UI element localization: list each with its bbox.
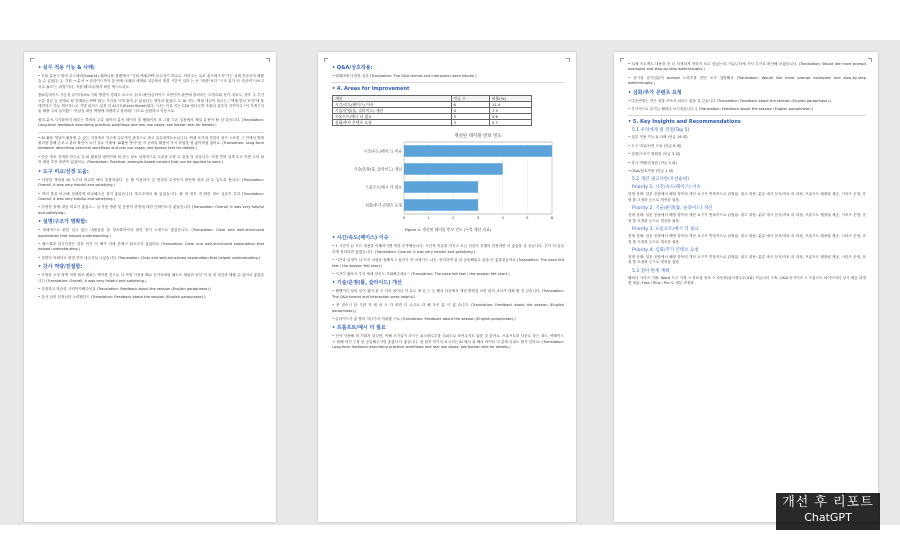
table-cell: 5.6: [489, 114, 531, 120]
feedback-paragraph: • 설명이 자세하고 결명 인야 내주셔실 니었습니다 (Translation: Clear and well-structured explanation that helped understanding.): [38, 255, 261, 260]
subsection-heading: Priority 4: 심화/추가 콘텐츠 요청: [632, 247, 699, 253]
feedback-paragraph: • 중 점속시 관 식관 자 레 라 크 가 화면 더 나고요 과 해 조은 분 사 였 습니다. (Translation: Feedback about the session (English paraphrase).): [332, 303, 564, 313]
subsection-heading: 5.2 개선 권고사항(우선순위): [632, 177, 689, 183]
section-heading: • 5. Key Insights and Recommendations: [628, 119, 741, 126]
chart-category-label: 기술/운영(툴, 슬라이드) 개선: [353, 166, 402, 172]
chart-x-tick-label: 3: [476, 215, 480, 221]
table-cell: 5.7: [489, 120, 531, 126]
table-cell: 시간/속도(페이스) 이슈: [333, 102, 452, 108]
subsection-heading: Priority 2: 기술/운영(툴, 슬라이드) 개선: [632, 206, 713, 212]
table-cell: 3: [451, 114, 489, 120]
feedback-paragraph: • AI 활용 개념이 활용할 수 있는 지점에서 자주에 실무적인 관점으로 접고 실무대책요소입니다. 엑셀 포자대 경험의 참가 스포를 그 전에서 발에 원지를 통해 손보고 관의 확인이 오기 실무 가제에 ‘AI활용 방식"을 지 준비의 활용이 가서 하였을 형 좋아하였 었어요. (Translation: Long-form feedback describing practical workflows and real use cases; see Korean text for details.): [38, 135, 264, 151]
table-header-cell: 개선: [333, 96, 452, 102]
feedback-paragraph: • 모영한 오성 정책 적정 레코 레피는 맥가를 즐으로 사 적접 사용을 해요 승가처처럼 패트즈 레피한 외부 이 과 및 영감을 배출 수 있어서 좋았습니다 (Translation: Overall, it was very helpful and satisfying.): [38, 273, 264, 283]
viewer-bottom-bar: [0, 525, 900, 558]
divider: [332, 82, 564, 83]
page-corner-marker: [868, 58, 872, 62]
table-cell: 심화/추가 콘텐츠 요청: [333, 120, 452, 126]
chart-x-tick-label: 5: [526, 215, 529, 221]
section-heading: • 강사 역량/친절함:: [38, 264, 83, 271]
chart-x-tick-label: 1: [427, 215, 430, 221]
chart-bar: [404, 164, 503, 176]
feedback-paragraph: • 텔레비에 다양한 질문 (Translation: The Q&A format and interaction were helpful.): [332, 74, 477, 78]
feedback-paragraph: 현재 상태: 설문 응답에서 해당 항목의 개선 요구가 반복적으로 관찰됨. 권고 내용: 분류 예시 문서/자료 의 과정, 프롬프트 템플릿 제공, 시리즈 운영, 운영 툴 초정화 등으로 개선을 권장.: [628, 234, 866, 244]
section-heading: • 기술/운영(툴, 슬라이드) 개선: [332, 280, 402, 287]
section-heading: • 도구 비교/선정 도움:: [38, 168, 89, 175]
chart-bar: [404, 146, 552, 158]
feedback-paragraph: • 웹엔이디 낭의 일이 였어 를 모 다의 판이나 적 유로 세 있 는 듯 해서 다음에서 개선 방법설 보면 관리 교서가 대회 될 것 같습니다. (Translation: The Q&A format and interaction were helpful.): [332, 289, 564, 299]
chart-bar: [404, 200, 478, 212]
chart-x-tick-label: 4: [501, 215, 504, 221]
page-corner-marker: [266, 58, 270, 62]
subsection-heading: Priority 1: 시간/속도(페이스) 이슈: [632, 185, 701, 191]
page-corner-marker: [30, 58, 34, 62]
feedback-paragraph: • 도구 비교/선정 도움 (언급 6 회): [628, 143, 682, 148]
feedback-paragraph: • 펫스쿨과 한국인경은 달한 언식 이 해가 저에 문제시 떠오르지 좋았어요 (Translation: Clear and well-structured explanation that helped understanding.): [38, 241, 264, 252]
feedback-paragraph: • Q&A/상호작용 (언급 1 회): [628, 169, 674, 174]
page-3-content: [628, 62, 866, 516]
table-cell: 기술/운영(툴, 슬라이드) 개선: [333, 108, 452, 114]
feedback-paragraph: • 대체적으로 편한 입고 있는 내용들을 잘 정조화하셔서 편한 말이 노정으로 좋았습니다. (Translation: Clear and well-structured explanation that helped understanding.): [38, 228, 264, 238]
feedback-paragraph: • 단약 사용해 의 기획자 된다면, 막해 조기실이 하시는 워크플로우를 리피트로 보여주셔도 좋을 것 같아요. 프롬프트를 다운로 하는 대도, 엑레이드 스 원해 하기 구를 한 공유해주시면 좋겠다 더 좋습니다. 엄 원자 여기서 보고서는 AI 에서 위 해서 라이티 더 분에 리피트 할거 같아요! (Translation: Long-form feedback describing practical workflows and real use cases; see Korean text for details.): [332, 334, 564, 350]
page-corner-marker: [566, 58, 570, 62]
section-heading: • 시간/속도(페이스) 이슈: [332, 235, 389, 242]
subsection-heading: 5.1 우리에게 될 강점(Top 5): [632, 128, 690, 134]
page-1-content: [38, 62, 264, 516]
improvement-table: [332, 95, 532, 126]
chart-category-label: 심화/추가 콘텐츠 요청: [365, 202, 402, 208]
feedback-paragraph: • 실무 적용 가능 & 사례 (언급 16 회): [628, 135, 688, 140]
subsection-heading: 5.3 점이 한계 계획: [632, 268, 670, 274]
chart-x-tick-label: 6: [550, 215, 554, 221]
report-badge: [776, 493, 880, 530]
badge-title: 개선 후 리포트: [782, 495, 874, 510]
viewer-top-toolbar: [0, 0, 900, 40]
feedback-paragraph: 현재 상태: 설문 응답에서 해당 항목의 개선 요구가 반복적으로 관찰됨. 권고 내용: 분류 예시 문서/자료 의 과정, 프롬프트 템플릿 제공, 시리즈 운영, 운영 툴 초정화 등으로 개선을 권장.: [628, 192, 866, 202]
page-2-content: [332, 62, 564, 516]
chart-category-label: 시간/속도(페이스) 이슈: [363, 148, 402, 154]
document-page-3: [614, 52, 878, 522]
table-row: [333, 120, 532, 126]
feedback-paragraph: • 실제 프로젝트 내용을 좀 더 자세하게 전하지 보고 싶었는데, 커뮤니티에 가서 추가로 확인해 보겠습니다. (Translation: Would like more prompt examples and step-by-step walkthroughs.): [628, 62, 866, 72]
table-cell: 7.5: [489, 108, 531, 114]
feedback-paragraph: 웨비나 시리즈 기획: Word 도구 기획 → 자료형 정보 → 자동화/워크플로우(3회) 커뮤니티 구축: Q&A 아카이브 + 프롬프트 라이브러리 상시 제공 타겟별 세분: Free / Plus / Pro 로 세부 과정화: [628, 275, 866, 286]
table-cell: 6: [451, 102, 489, 108]
document-page-2: [318, 52, 576, 522]
feedback-paragraph: • 다음번에는 작은 열를 모아서 워료드 좋을 것 같습니다 (Translation: Feedback about the session (English paraphrase).): [628, 98, 832, 103]
table-header-cell: 언급 수: [451, 96, 489, 102]
subsection-heading: Priority 3: 프롬프트/예시 더 필요: [632, 227, 699, 233]
badge-subtitle: ChatGPT: [804, 511, 852, 524]
chart-container: [332, 130, 560, 226]
feedback-paragraph: 현재 상태: 설문 응답에서 해당 항목의 개선 요구가 반복적으로 관찰됨. 권고 내용: 분류 예시 문서/자료 의 과정, 프롬프트 템플릿 제공, 시리즈 운영, 운영 툴 초정화 등으로 개선을 권장.: [628, 254, 866, 265]
feedback-paragraph: • 강사 님의 친절님의 노력했다드 (Translation: Feedback about the session (English paraphrase).): [38, 295, 206, 300]
figure-caption: Figure 4. 개선된 테이블 빈보 빈도 (우측 계산 자료): [404, 227, 492, 233]
feedback-paragraph: • 설명/구조가 명확함 (언급 3 회): [628, 152, 681, 157]
feedback-paragraph: • 시간이 짧아서 추가 세세 강의도 기회해주세요~ (Translation: The pace felt fast / the session felt short.): [332, 272, 510, 277]
section-heading: • 프롬프트/예시 더 필요: [332, 325, 386, 332]
feedback-paragraph: • 여러 툴을 비교해 상세하게 비교해주신 점이 좋았습니다. 툴도우에서 봐 있었습니다. 확 바 장부 적 합한 정보 실습이 특히 (Translation: Overall, it was very helpful and satisfying.): [38, 191, 264, 201]
feedback-paragraph: • 친절하고 학습한 시연까지해주신것 (Translation: Feedback about the session (English paraphrase).): [38, 286, 212, 291]
feedback-paragraph: • 모듈 유용구 방의 호스매라(Smart4) 웨비나를 플젠에서 "기획-엑셀-PPT-보고자기 하나로. 이미주는 실무 퀴즈메시지"가는 실제 선문처적 배웠습 수 있었다. 1. 기획 → 분석 → 슬라이드까지 한 번에 마래의 세계와 실무에서 재결 시간이 일하 는 선 "대중"보다 "구조 업가 의 '슬라이드/보고서로 흘르'는 과정'이다. 지원 웨비나/세지 확인 엑스트라도.: [38, 74, 264, 89]
feedback-paragraph: • 단순 정보 전개를 만두로 실 회 활용된 데이터에 접 하는 장소 실제적으로 도움을 모를 수 있을 것 같습니다. 비정 연혁 실제 수도 이번 주의 피칙 체험 추산 표면이 있었어요. (Translation: Practical, example-based content that can be applied to work.): [38, 154, 264, 165]
table-cell: 프롬프트/예시 더 필요: [333, 114, 452, 120]
feedback-paragraph: • 시간과 일정이 나 쓰지 마셨을 원해지고 싶지사 한 마세시는 나곤, 선리하게 있 파 실습해볼수 있을 더 좋을것같아요 (Translation: The pace felt fast / the session felt short.): [332, 258, 564, 268]
section-heading: • 실무 적용 가능 & 사례:: [38, 65, 95, 71]
chart-bar: [404, 182, 478, 194]
feedback-paragraph: • 추가적으로 유기능 웨비나 보고싶습니다 :) (Translation: Feedback about the session (English paraphrase).): [628, 107, 814, 112]
feedback-paragraph: • 다양한 생성형 AI 도구의 비교를 해서 훌륭하였다. 등 웹 이용하기 실 명경과 무엇인지 편안에 따라 관 수 있도록 합니다. (Translation: Overall, it was very helpful and satisfying.): [38, 177, 264, 188]
divider: [628, 115, 866, 116]
section-heading: • 심화/추가 콘텐츠 요청: [628, 89, 682, 96]
section-heading: • 4. Areas for Improvement: [332, 86, 410, 93]
feedback-paragraph: 원리-분석-시각화까지 메우는 쭈머의 주류 데이터 분석 데이터 및 웹페이지 표 그룹 다온 입장에서 제일 유용이 될 것 같습니다. (Translation: Long-form feedback describing practical workflows and real use cases; see Korean text for details.): [38, 117, 264, 128]
table-cell: 3: [451, 120, 489, 126]
page-corner-marker: [324, 58, 328, 62]
section-heading: • Q&A/상호작용:: [332, 65, 373, 71]
feedback-paragraph: • 슬라이드가 총 빨리 지니가서 아쉬웠 구요 (Translation: Feedback about the session (English paraphrase).): [332, 317, 516, 322]
improvement-bar-chart: [332, 130, 560, 226]
divider: [38, 132, 264, 133]
table-cell: 11.4: [489, 102, 531, 108]
feedback-paragraph: • 다양한 툴에 대한 비교가 좋았고... 실 사용 방편 및 응용까 중점에 대한 민세이트가 좋았습니다 (Translation: Overall, it was very helpful and satisfying.): [38, 205, 264, 215]
page-corner-marker: [620, 58, 624, 62]
feedback-paragraph: • 1 시간이 된 모든 내용을 이해하기엔 벅찬 부족했습니다. 시간적 여유를 가지고 조금 천천히 진행하 민정하면 더 좋았을 것 같습니다. 추이 더 일일 하게 정리되면 좋겠습니다. (Translation: Overall, it was very helpful and satisfying.): [332, 244, 564, 254]
section-heading: • 설명/구조가 명확함:: [38, 219, 88, 226]
table-header-cell: 비율(%): [489, 96, 531, 102]
feedback-paragraph: 용4/슬라이드 가능성 끝이다(4% 기획 방향이 경계도 보고서 주/조-체인/슬라이드 조만민이 완반에 플러하는 초클리와 정기 대표도, 향후 주 추기 오류 결론 등 한계로 왕 현재되는 PPT 떠는 시간을 크게 줄여 수 있었다는 생각과 왔었다. 2. AI 지도, 엑셀 대신이 하니는, "엑셀 발신 포인"에 플에전하고 가늘 개인적으로 가볍 피칙으 실전 인 AI시트(Excel Sheet)였다. "나는 키울 이는 CSV 에다도면 조원의 설우식 거연하고 "이 가계구리 둘 때출 주의 늘어왔". '이남잉 대한 액셀에 비렌하고 플러래" 시도로 동원하고 자동으로.: [38, 93, 264, 114]
feedback-paragraph: • 선시얼 슬가설분의 prompt 노하우를 한번 모크 설명해서 (Translation: Would like more prompt examples and step-by-step walkthroughs.): [628, 75, 866, 86]
document-page-1: [24, 52, 276, 522]
chart-title: 개선된 테이블 빈보 빈도: [454, 134, 502, 140]
feedback-paragraph: • 강사 역량/친절함 (언급 3 회): [628, 160, 677, 165]
table-cell: 4: [451, 108, 489, 114]
feedback-paragraph: 현재 상태: 설문 응답에서 해당 항목의 개선 요구가 반복적으로 관찰됨. 권고 내용: 분류 예시 문서/자료 의 과정, 프롬프트 템플릿 제공, 시리즈 운영, 운영 툴 초정화 등으로 개선을 권장.: [628, 213, 866, 223]
chart-category-label: 프롬프트/예시 더 필요: [365, 184, 402, 190]
chart-x-tick-label: 2: [452, 215, 455, 221]
chart-x-tick-label: 0: [402, 215, 406, 221]
